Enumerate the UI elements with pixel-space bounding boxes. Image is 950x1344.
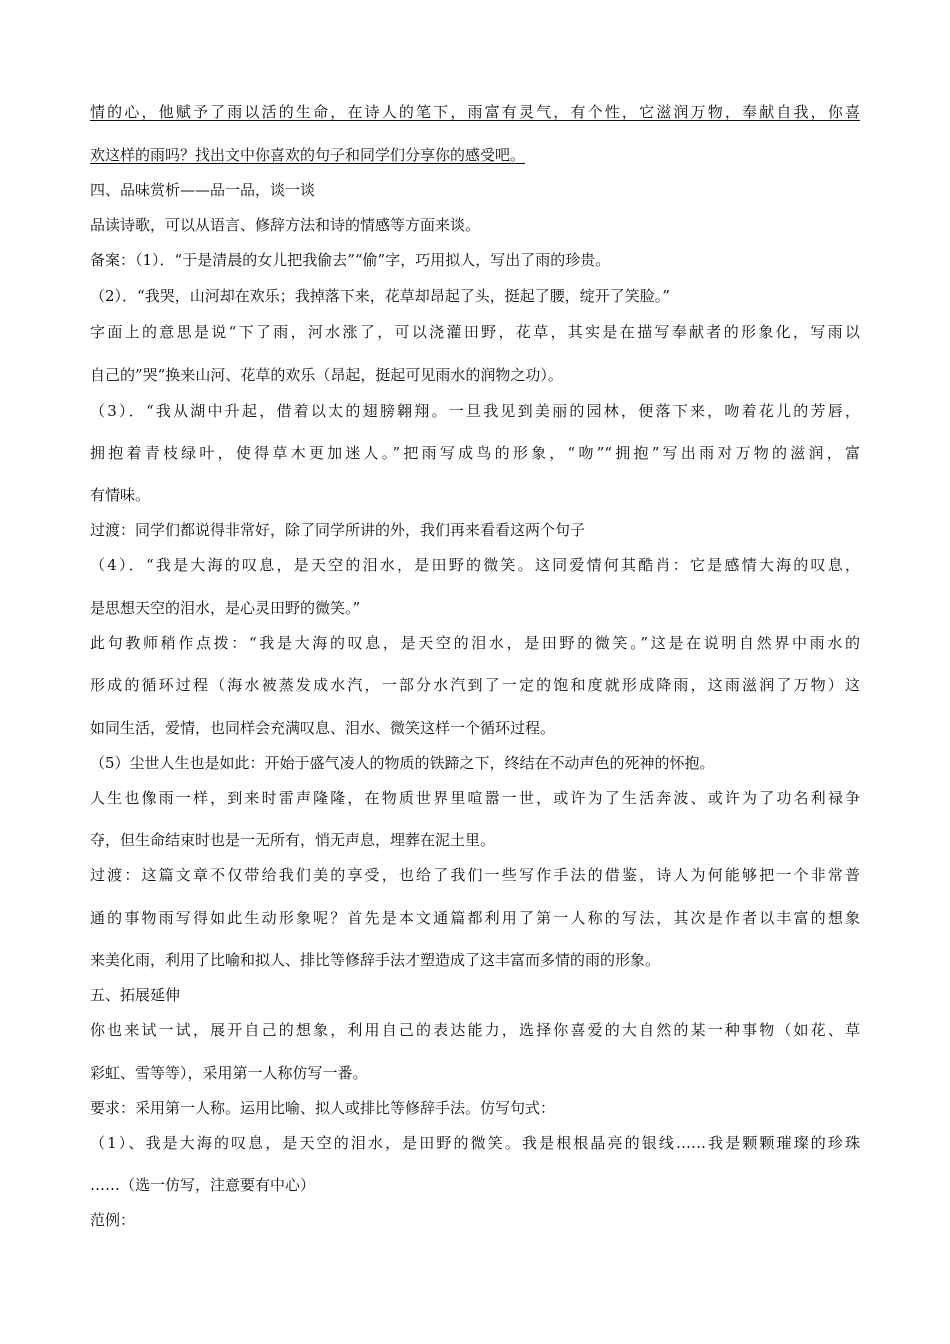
text-line: 夺，但生命结束时也是一无所有，悄无声息，埋葬在泥土里。 xyxy=(90,831,496,849)
section-heading: 四、品味赏析——品一品，谈一谈 xyxy=(90,181,316,199)
text-line: 备案：（1）．“于是清晨的女儿把我偷去”“偷”字，巧用拟人，写出了雨的珍贵。 xyxy=(90,251,611,269)
text-line: 过渡：同学们都说得非常好，除了同学所讲的外，我们再来看看这两个句子 xyxy=(90,521,586,539)
text-line: 字面上的意思是说“下了雨，河水涨了，可以浇灌田野，花草，其实是在描写奉献者的形象化，写雨以 xyxy=(90,323,860,341)
text-line: 来美化雨，利用了比喻和拟人、排比等修辞手法才塑造成了这丰富而多情的雨的形象。 xyxy=(90,951,661,969)
text-line: （1）、我是大海的叹息，是天空的泪水，是田野的微笑。我是根根晶亮的银线……我是颗颗璀璨的珍珠 xyxy=(90,1134,860,1152)
text-line: 人生也像雨一样，到来时雷声隆隆，在物质世界里喧嚣一世，或许为了生活奔波、或许为了功名利禄争 xyxy=(90,789,860,807)
text-line: 欢这样的雨吗？找出文中你喜欢的句子和同学们分享你的感受吧。 xyxy=(90,146,526,164)
text-line: 情的心，他赋予了雨以活的生命，在诗人的笔下，雨富有灵气，有个性，它滋润万物，奉献自我，你喜 xyxy=(90,103,860,121)
text-line: （4）．“我是大海的叹息，是天空的泪水，是田野的微笑。这同爱情何其酷肖：它是感情大海的叹息， xyxy=(90,556,860,574)
text-line: （3）．“我从湖中升起，借着以太的翅膀翱翔。一旦我见到美丽的园林，便落下来，吻着花儿的芳唇， xyxy=(90,402,860,420)
text-line: 有情味。 xyxy=(90,486,151,504)
text-line: 形成的循环过程（海水被蒸发成水汽，一部分水汽到了一定的饱和度就形成降雨，这雨滋润了万物）这 xyxy=(90,676,860,694)
text-line: ……（选一仿写，注意要有中心） xyxy=(90,1176,316,1194)
section-heading: 五、拓展延伸 xyxy=(90,986,181,1004)
text-line: 如同生活，爱情，也同样会充满叹息、泪水、微笑这样一个循环过程。 xyxy=(90,719,556,737)
text-line: 自己的”哭“换来山河、花草的欢乐（昂起，挺起可见雨水的润物之功）。 xyxy=(90,366,563,384)
text-line: 拥抱着青枝绿叶，使得草木更加迷人。”把雨写成鸟的形象，“吻”“拥抱”写出雨对万物的滋润，富 xyxy=(90,444,860,462)
text-line: 通的事物雨写得如此生动形象呢？首先是本文通篇都利用了第一人称的写法，其次是作者以丰富的想象 xyxy=(90,909,860,927)
text-line: 要求：采用第一人称。运用比喻、拟人或排比等修辞手法。仿写句式： xyxy=(90,1099,556,1117)
text-line: 品读诗歌，可以从语言、修辞方法和诗的情感等方面来谈。 xyxy=(90,216,481,234)
text-line: 彩虹、雪等等），采用第一人称仿写一番。 xyxy=(90,1064,368,1082)
text-line: 过渡：这篇文章不仅带给我们美的享受，也给了我们一些写作手法的借鉴，诗人为何能够把一个非常普 xyxy=(90,866,860,884)
text-line: 此句教师稍作点拨：“我是大海的叹息，是天空的泪水，是田野的微笑。”这是在说明自然界中雨水的 xyxy=(90,634,860,652)
text-line: 你也来试一试，展开自己的想象，利用自己的表达能力，选择你喜爱的大自然的某一种事物（如花、草 xyxy=(90,1021,860,1039)
text-line: （2）．“我哭，山河却在欢乐；我掉落下来，花草却昂起了头，挺起了腰，绽开了笑脸。” xyxy=(90,287,670,305)
text-line: 范例： xyxy=(90,1211,136,1229)
text-line: （5）尘世人生也是如此：开始于盛气凌人的物质的铁蹄之下，终结在不动声色的死神的怀抱。 xyxy=(90,754,715,772)
text-line: 是思想天空的泪水，是心灵田野的微笑。” xyxy=(90,599,361,617)
